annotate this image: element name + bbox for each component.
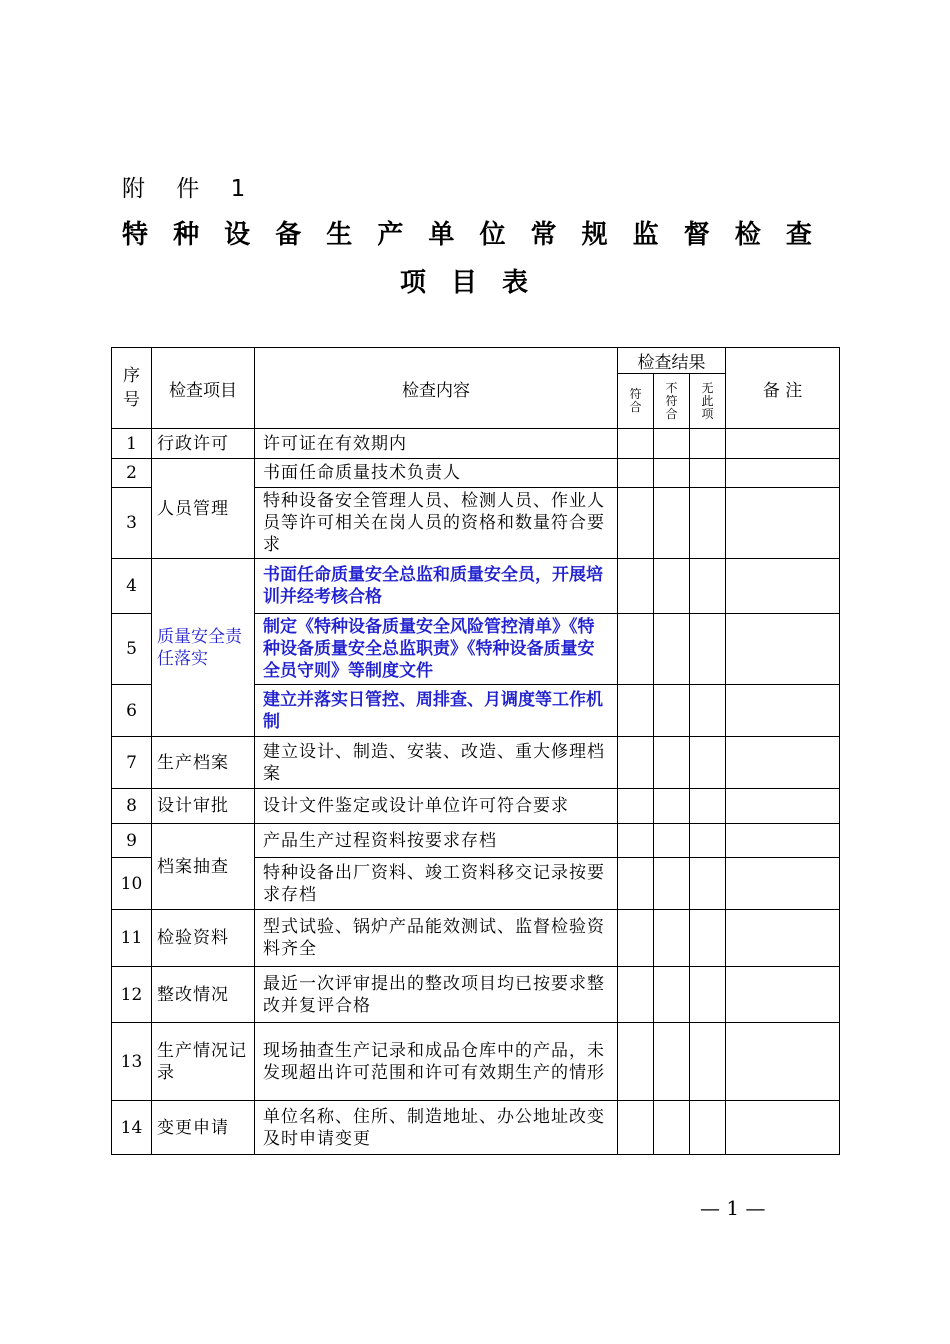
- check-comply[interactable]: [618, 967, 654, 1023]
- check-comply[interactable]: [618, 789, 654, 824]
- remark-cell[interactable]: [726, 429, 840, 459]
- title-char: 位: [479, 220, 506, 250]
- remark-cell[interactable]: [726, 459, 840, 488]
- check-comply[interactable]: [618, 910, 654, 967]
- row-number: 11: [112, 910, 152, 967]
- table-row: [112, 967, 840, 1023]
- row-item: 生产档案: [152, 737, 255, 789]
- check-not-comply[interactable]: [654, 1023, 690, 1101]
- attachment-label: 附 件 1: [122, 176, 258, 202]
- inspection-table: [111, 347, 840, 1155]
- check-not-comply[interactable]: [654, 858, 690, 910]
- row-number: 4: [112, 559, 152, 614]
- check-comply[interactable]: [618, 488, 654, 559]
- row-number: 6: [112, 685, 152, 737]
- check-not-comply[interactable]: [654, 910, 690, 967]
- title-char: 单: [428, 220, 455, 250]
- check-not-comply[interactable]: [654, 614, 690, 685]
- header-result: 检查结果: [618, 348, 726, 374]
- check-na[interactable]: [690, 737, 726, 789]
- table-row: [112, 910, 840, 967]
- row-content: 书面任命质量技术负责人: [255, 459, 618, 488]
- table-row: [112, 1101, 840, 1155]
- title-line-1: [122, 214, 812, 251]
- table-row: [112, 459, 840, 488]
- check-na[interactable]: [690, 1101, 726, 1155]
- title-char: 生: [326, 220, 353, 250]
- row-content: 特种设备出厂资料、竣工资料移交记录按要求存档: [255, 858, 618, 910]
- row-number: 12: [112, 967, 152, 1023]
- check-na[interactable]: [690, 614, 726, 685]
- check-comply[interactable]: [618, 1023, 654, 1101]
- check-comply[interactable]: [618, 685, 654, 737]
- table-row: [112, 824, 840, 858]
- check-na[interactable]: [690, 559, 726, 614]
- check-na[interactable]: [690, 685, 726, 737]
- row-item: 检验资料: [152, 910, 255, 967]
- row-item: 生产情况记录: [152, 1023, 255, 1101]
- header-row: [112, 348, 840, 374]
- title-char: 种: [173, 220, 200, 250]
- header-not-comply: 不符合: [654, 374, 690, 429]
- check-na[interactable]: [690, 1023, 726, 1101]
- title-char: 规: [581, 220, 608, 250]
- row-item: 整改情况: [152, 967, 255, 1023]
- check-not-comply[interactable]: [654, 459, 690, 488]
- remark-cell[interactable]: [726, 967, 840, 1023]
- remark-cell[interactable]: [726, 858, 840, 910]
- row-item: 变更申请: [152, 1101, 255, 1155]
- remark-cell[interactable]: [726, 737, 840, 789]
- title-char: 监: [632, 220, 659, 250]
- check-na[interactable]: [690, 429, 726, 459]
- row-content: 现场抽查生产记录和成品仓库中的产品，未发现超出许可范围和许可有效期生产的情形: [255, 1023, 618, 1101]
- row-content: 建立并落实日管控、周排查、月调度等工作机制: [255, 685, 618, 737]
- header-na: 无此项: [690, 374, 726, 429]
- row-item: 人员管理: [152, 459, 255, 559]
- row-number: 14: [112, 1101, 152, 1155]
- check-comply[interactable]: [618, 559, 654, 614]
- check-not-comply[interactable]: [654, 737, 690, 789]
- remark-cell[interactable]: [726, 1101, 840, 1155]
- remark-cell[interactable]: [726, 789, 840, 824]
- row-item: 质量安全责任落实: [152, 559, 255, 737]
- check-na[interactable]: [690, 824, 726, 858]
- row-content: 最近一次评审提出的整改项目均已按要求整改并复评合格: [255, 967, 618, 1023]
- page-number: — 1 —: [700, 1196, 766, 1220]
- remark-cell[interactable]: [726, 824, 840, 858]
- header-remark: 备 注: [726, 348, 840, 429]
- title-char: 设: [224, 220, 251, 250]
- title-char: 督: [683, 220, 710, 250]
- row-content: 设计文件鉴定或设计单位许可符合要求: [255, 789, 618, 824]
- title-char: 特: [122, 220, 149, 250]
- check-comply[interactable]: [618, 429, 654, 459]
- row-item: 设计审批: [152, 789, 255, 824]
- row-content: 型式试验、锅炉产品能效测试、监督检验资料齐全: [255, 910, 618, 967]
- row-content: 许可证在有效期内: [255, 429, 618, 459]
- check-na[interactable]: [690, 858, 726, 910]
- remark-cell[interactable]: [726, 910, 840, 967]
- check-na[interactable]: [690, 488, 726, 559]
- row-content: 特种设备安全管理人员、检测人员、作业人员等许可相关在岗人员的资格和数量符合要求: [255, 488, 618, 559]
- remark-cell[interactable]: [726, 559, 840, 614]
- remark-cell[interactable]: [726, 1023, 840, 1101]
- row-number: 1: [112, 429, 152, 459]
- row-number: 8: [112, 789, 152, 824]
- table-row: [112, 789, 840, 824]
- row-number: 5: [112, 614, 152, 685]
- remark-cell[interactable]: [726, 488, 840, 559]
- check-not-comply[interactable]: [654, 559, 690, 614]
- check-not-comply[interactable]: [654, 824, 690, 858]
- row-number: 13: [112, 1023, 152, 1101]
- header-content: 检查内容: [255, 348, 618, 429]
- row-number: 9: [112, 824, 152, 858]
- row-content: 书面任命质量安全总监和质量安全员，开展培训并经考核合格: [255, 559, 618, 614]
- row-content: 单位名称、住所、制造地址、办公地址改变及时申请变更: [255, 1101, 618, 1155]
- title-char: 常: [530, 220, 557, 250]
- title-char: 目: [450, 268, 477, 298]
- check-not-comply[interactable]: [654, 685, 690, 737]
- row-number: 3: [112, 488, 152, 559]
- check-not-comply[interactable]: [654, 488, 690, 559]
- check-not-comply[interactable]: [654, 967, 690, 1023]
- check-comply[interactable]: [618, 737, 654, 789]
- check-na[interactable]: [690, 910, 726, 967]
- table-row: [112, 737, 840, 789]
- header-seq: 序号: [112, 348, 152, 429]
- title-char: 项: [400, 268, 427, 298]
- title-line-2: [400, 262, 528, 299]
- row-item: 档案抽查: [152, 824, 255, 910]
- check-comply[interactable]: [618, 1101, 654, 1155]
- title-char: 产: [377, 220, 404, 250]
- row-number: 7: [112, 737, 152, 789]
- check-not-comply[interactable]: [654, 429, 690, 459]
- check-na[interactable]: [690, 459, 726, 488]
- check-not-comply[interactable]: [654, 1101, 690, 1155]
- title-char: 检: [734, 220, 761, 250]
- table-row: [112, 429, 840, 459]
- table-row: [112, 1023, 840, 1101]
- row-content: 建立设计、制造、安装、改造、重大修理档案: [255, 737, 618, 789]
- check-comply[interactable]: [618, 614, 654, 685]
- row-content: 制定《特种设备质量安全风险管控清单》《特种设备质量安全总监职责》《特种设备质量安全员守则》等制度文件: [255, 614, 618, 685]
- row-number: 2: [112, 459, 152, 488]
- row-item: 行政许可: [152, 429, 255, 459]
- row-content: 产品生产过程资料按要求存档: [255, 824, 618, 858]
- check-na[interactable]: [690, 967, 726, 1023]
- header-item: 检查项目: [152, 348, 255, 429]
- title-char: 查: [785, 220, 812, 250]
- header-comply: 符合: [618, 374, 654, 429]
- remark-cell[interactable]: [726, 614, 840, 685]
- check-comply[interactable]: [618, 858, 654, 910]
- remark-cell[interactable]: [726, 685, 840, 737]
- check-comply[interactable]: [618, 459, 654, 488]
- table-row: [112, 559, 840, 614]
- check-comply[interactable]: [618, 824, 654, 858]
- row-number: 10: [112, 858, 152, 910]
- title-char: 备: [275, 220, 302, 250]
- title-char: 表: [501, 268, 528, 298]
- check-na[interactable]: [690, 789, 726, 824]
- check-not-comply[interactable]: [654, 789, 690, 824]
